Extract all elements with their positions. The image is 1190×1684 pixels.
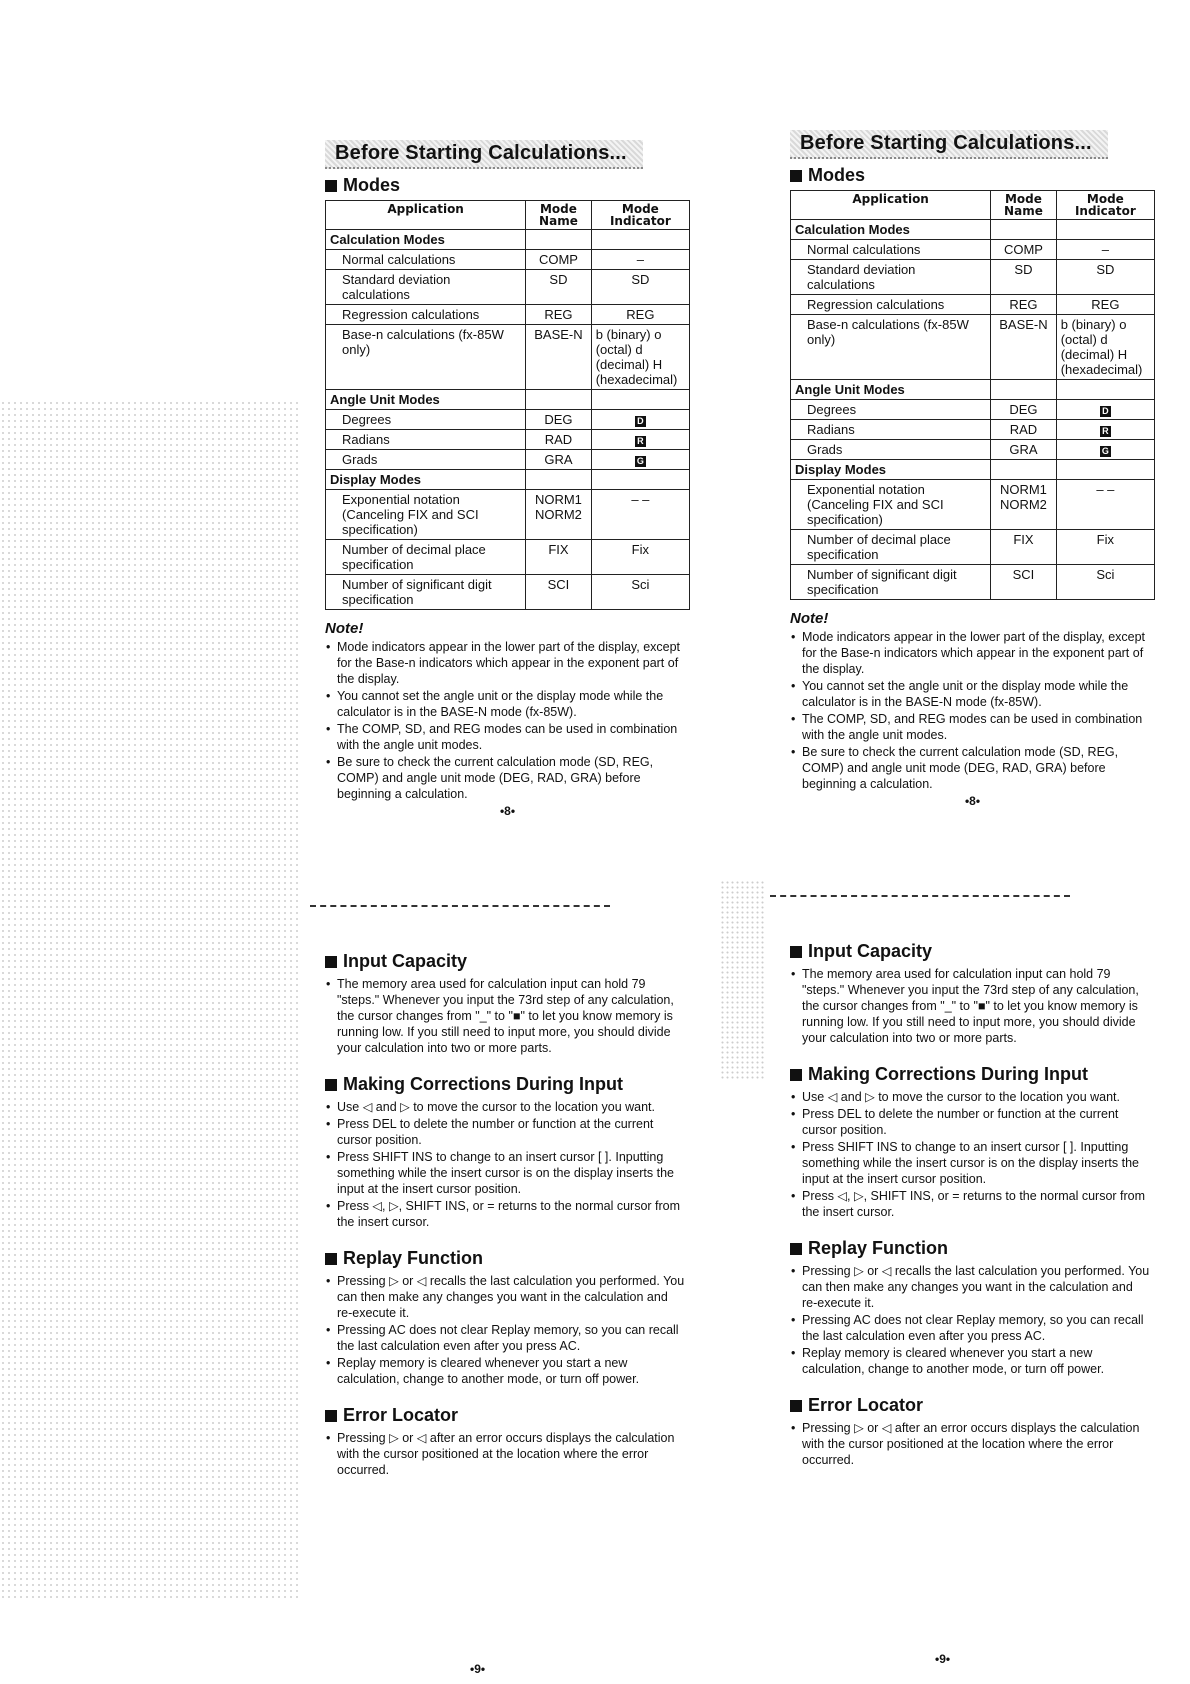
table-cell: Standard deviation calculations	[791, 260, 991, 295]
table-cell: Exponential notation (Canceling FIX and SCI specification)	[326, 490, 526, 540]
table-cell: REG	[1056, 295, 1154, 315]
table-cell: RAD	[991, 420, 1057, 440]
note-title: Note!	[325, 620, 364, 637]
table-cell: GRA	[526, 450, 592, 470]
list-item: • The memory area used for calculation input can hold 79 "steps." Whenever you input the 73rd step of any calculation, the cursor changes from "_" to "■" to let you know memory is running low. If you still need to input more, you should divide your calculation into two or more parts.	[802, 966, 1150, 1046]
scan-noise	[720, 880, 765, 1080]
group-title: Calculation Modes	[326, 230, 526, 250]
list-item: • You cannot set the angle unit or the display mode while the calculator is in the BASE-N mode (fx-85W).	[802, 678, 1155, 710]
indicator-g-icon: G	[636, 456, 644, 466]
table-cell: SD	[1056, 260, 1154, 295]
indicator-r-icon: R	[1100, 426, 1111, 437]
table-cell: Number of significant digit specification	[326, 575, 526, 610]
list-item: • Pressing ▷ or ◁ recalls the last calculation you performed. You can then make any changes you want in the calculation and re-execute it.	[337, 1273, 685, 1321]
indicator-d-icon: D	[1100, 406, 1111, 417]
section-heading: Error Locator	[790, 1395, 1150, 1416]
modes-heading: Modes	[325, 175, 690, 196]
list-item: • Pressing AC does not clear Replay memory, so you can recall the last calculation even after you press AC.	[337, 1322, 685, 1354]
table-cell: Number of significant digit specification	[791, 565, 991, 600]
list-item: • Press DEL to delete the number or function at the current cursor position.	[337, 1116, 685, 1148]
table-cell: REG	[526, 305, 592, 325]
list-item: • Press SHIFT INS to change to an insert cursor [ ]. Inputting something while the insert cursor is on the display inserts the input at the insert cursor position.	[802, 1139, 1150, 1187]
list-item: • Press SHIFT INS to change to an insert cursor [ ]. Inputting something while the insert cursor is on the display inserts the input at the insert cursor position.	[337, 1149, 685, 1197]
table-cell: Regression calculations	[791, 295, 991, 315]
section-banner: Before Starting Calculations...	[325, 140, 643, 169]
table-cell: –	[591, 250, 689, 270]
square-bullet-icon	[790, 1069, 802, 1081]
table-cell: Grads	[791, 440, 991, 460]
group-title: Angle Unit Modes	[326, 390, 526, 410]
table-cell: – –	[591, 490, 689, 540]
table-cell: Fix	[591, 540, 689, 575]
group-title: Display Modes	[791, 460, 991, 480]
square-bullet-icon	[790, 946, 802, 958]
square-bullet-icon	[325, 180, 337, 192]
section-heading: Replay Function	[325, 1248, 685, 1269]
section-heading: Error Locator	[325, 1405, 685, 1426]
left-lower-column	[325, 945, 685, 1479]
table-cell: Radians	[791, 420, 991, 440]
scan-noise	[0, 400, 300, 1600]
square-bullet-icon	[790, 170, 802, 182]
table-cell: REG	[991, 295, 1057, 315]
list-item: • Replay memory is cleared whenever you start a new calculation, change to another mode, or turn off power.	[337, 1355, 685, 1387]
table-cell: SD	[591, 270, 689, 305]
section-heading: Making Corrections During Input	[325, 1074, 685, 1095]
page-number: •9•	[470, 1662, 486, 1676]
table-cell: Regression calculations	[326, 305, 526, 325]
section-heading: Making Corrections During Input	[790, 1064, 1150, 1085]
table-cell: Sci	[1056, 565, 1154, 600]
page-number: •9•	[935, 1652, 951, 1666]
cut-line	[770, 895, 1070, 897]
list-item: • Pressing ▷ or ◁ recalls the last calculation you performed. You can then make any changes you want in the calculation and re-execute it.	[802, 1263, 1150, 1311]
cut-line	[310, 905, 610, 907]
col-header: Mode Indicator	[591, 201, 689, 230]
table-cell: Standard deviation calculations	[326, 270, 526, 305]
table-cell: SD	[526, 270, 592, 305]
list-item: • Press DEL to delete the number or function at the current cursor position.	[802, 1106, 1150, 1138]
section-heading: Input Capacity	[790, 941, 1150, 962]
list-item: • Be sure to check the current calculation mode (SD, REG, COMP) and angle unit mode (DEG, RAD, GRA) before beginning a calculation.	[337, 754, 690, 802]
table-cell: Exponential notation (Canceling FIX and SCI specification)	[791, 480, 991, 530]
list-item: • Pressing AC does not clear Replay memory, so you can recall the last calculation even after you press AC.	[802, 1312, 1150, 1344]
table-cell: b (binary) o (octal) d (decimal) H (hexadecimal)	[1056, 315, 1154, 380]
col-header: Mode Indicator	[1056, 191, 1154, 220]
indicator-g-icon: G	[1101, 446, 1109, 456]
table-cell: GRA	[991, 440, 1057, 460]
table-cell: SD	[991, 260, 1057, 295]
table-cell: FIX	[991, 530, 1057, 565]
table-cell: Grads	[326, 450, 526, 470]
square-bullet-icon	[325, 1079, 337, 1091]
table-cell: Degrees	[326, 410, 526, 430]
square-bullet-icon	[325, 1253, 337, 1265]
list-item: • Use ◁ and ▷ to move the cursor to the location you want.	[802, 1089, 1150, 1105]
col-header: Application	[326, 201, 526, 230]
table-cell: Normal calculations	[326, 250, 526, 270]
table-cell: SCI	[526, 575, 592, 610]
list-item: • Be sure to check the current calculation mode (SD, REG, COMP) and angle unit mode (DEG, RAD, GRA) before beginning a calculation.	[802, 744, 1155, 792]
right-lower-column	[790, 935, 1150, 1469]
list-item: • Use ◁ and ▷ to move the cursor to the location you want.	[337, 1099, 685, 1115]
list-item: • The memory area used for calculation input can hold 79 "steps." Whenever you input the 73rd step of any calculation, the cursor changes from "_" to "■" to let you know memory is running low. If you still need to input more, you should divide your calculation into two or more parts.	[337, 976, 685, 1056]
table-cell: COMP	[991, 240, 1057, 260]
col-header: Application	[791, 191, 991, 220]
modes-table	[790, 190, 1155, 600]
list-item: • The COMP, SD, and REG modes can be used in combination with the angle unit modes.	[337, 721, 690, 753]
table-cell: Fix	[1056, 530, 1154, 565]
table-cell: BASE-N	[526, 325, 592, 390]
square-bullet-icon	[790, 1400, 802, 1412]
square-bullet-icon	[325, 1410, 337, 1422]
list-item: • Press ◁, ▷, SHIFT INS, or = returns to the normal cursor from the insert cursor.	[802, 1188, 1150, 1220]
table-cell: Degrees	[791, 400, 991, 420]
table-cell: NORM1 NORM2	[526, 490, 592, 540]
square-bullet-icon	[790, 1243, 802, 1255]
modes-heading: Modes	[790, 165, 1155, 186]
table-cell: BASE-N	[991, 315, 1057, 380]
table-cell: REG	[591, 305, 689, 325]
group-title: Calculation Modes	[791, 220, 991, 240]
table-cell: RAD	[526, 430, 592, 450]
table-cell: Number of decimal place specification	[791, 530, 991, 565]
table-cell: COMP	[526, 250, 592, 270]
note-title: Note!	[790, 610, 829, 627]
list-item: • Pressing ▷ or ◁ after an error occurs displays the calculation with the cursor positioned at the location where the error occurred.	[802, 1420, 1150, 1468]
table-cell: Radians	[326, 430, 526, 450]
section-banner: Before Starting Calculations...	[790, 130, 1108, 159]
list-item: • Replay memory is cleared whenever you start a new calculation, change to another mode, or turn off power.	[802, 1345, 1150, 1377]
left-column	[325, 140, 690, 818]
section-heading: Input Capacity	[325, 951, 685, 972]
list-item: • Mode indicators appear in the lower part of the display, except for the Base-n indicators which appear in the exponent part of the display.	[337, 639, 690, 687]
list-item: • Press ◁, ▷, SHIFT INS, or = returns to the normal cursor from the insert cursor.	[337, 1198, 685, 1230]
table-cell: – –	[1056, 480, 1154, 530]
indicator-d-icon: D	[635, 416, 646, 427]
page-number: •8•	[499, 804, 516, 818]
group-title: Angle Unit Modes	[791, 380, 991, 400]
col-header: Mode Name	[526, 201, 592, 230]
right-column	[790, 130, 1155, 808]
table-cell: NORM1 NORM2	[991, 480, 1057, 530]
group-title: Display Modes	[326, 470, 526, 490]
table-cell: Base-n calculations (fx-85W only)	[791, 315, 991, 380]
table-cell: b (binary) o (octal) d (decimal) H (hexadecimal)	[591, 325, 689, 390]
note-list	[325, 639, 690, 802]
table-cell: DEG	[526, 410, 592, 430]
list-item: • Mode indicators appear in the lower part of the display, except for the Base-n indicators which appear in the exponent part of the display.	[802, 629, 1155, 677]
list-item: • Pressing ▷ or ◁ after an error occurs displays the calculation with the cursor positioned at the location where the error occurred.	[337, 1430, 685, 1478]
list-item: • The COMP, SD, and REG modes can be used in combination with the angle unit modes.	[802, 711, 1155, 743]
table-cell: Number of decimal place specification	[326, 540, 526, 575]
square-bullet-icon	[325, 956, 337, 968]
col-header: Mode Name	[991, 191, 1057, 220]
table-cell: –	[1056, 240, 1154, 260]
indicator-r-icon: R	[635, 436, 646, 447]
table-cell: Normal calculations	[791, 240, 991, 260]
table-cell: DEG	[991, 400, 1057, 420]
section-heading: Replay Function	[790, 1238, 1150, 1259]
page-number: •8•	[964, 794, 981, 808]
table-cell: Sci	[591, 575, 689, 610]
table-cell: Base-n calculations (fx-85W only)	[326, 325, 526, 390]
list-item: • You cannot set the angle unit or the display mode while the calculator is in the BASE-N mode (fx-85W).	[337, 688, 690, 720]
table-cell: SCI	[991, 565, 1057, 600]
note-list	[790, 629, 1155, 792]
modes-table	[325, 200, 690, 610]
table-cell: FIX	[526, 540, 592, 575]
